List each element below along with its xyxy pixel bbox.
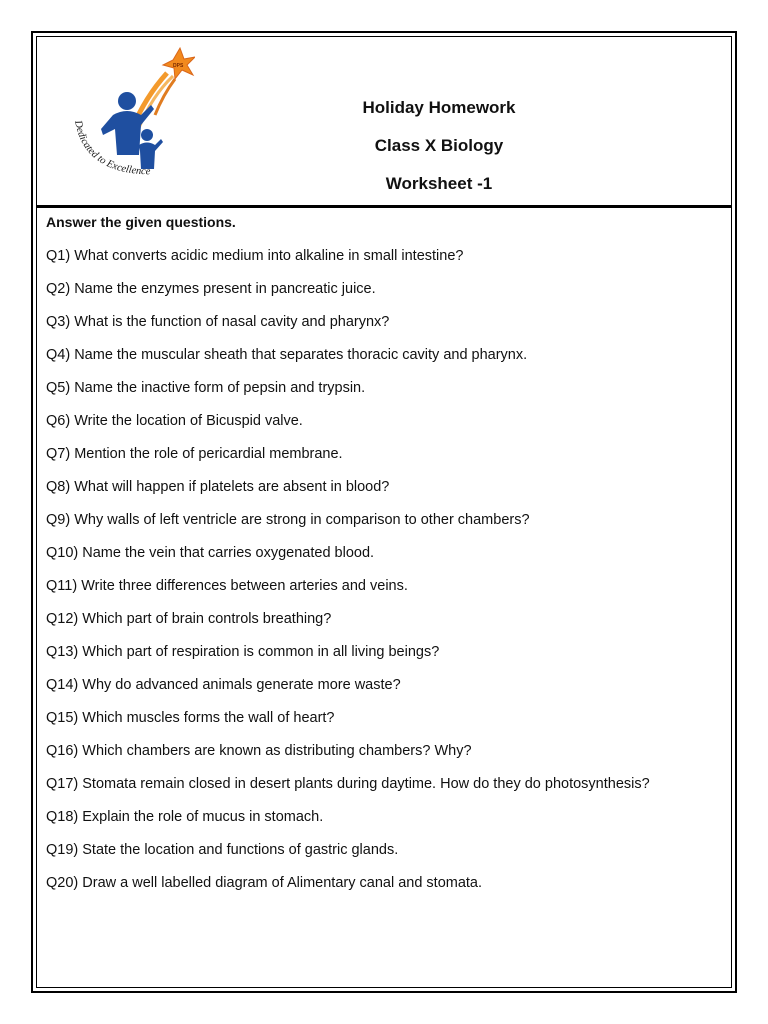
question-16: Q16) Which chambers are known as distributing chambers? Why? <box>46 743 472 759</box>
question-20: Q20) Draw a well labelled diagram of Alimentary canal and stomata. <box>46 875 483 891</box>
logo-graphic <box>55 43 195 203</box>
page-inner-border <box>36 36 732 988</box>
question-12: Q12) Which part of brain controls breathing? <box>46 611 332 627</box>
logo-motto: Dedicated to Excellence <box>72 119 151 178</box>
instruction-text: Answer the given questions. <box>46 214 236 230</box>
page-border <box>31 31 737 993</box>
question-13: Q13) Which part of respiration is common in all living beings? <box>46 644 440 660</box>
title-class: Class X Biology <box>374 136 504 155</box>
question-8: Q8) What will happen if platelets are absent in blood? <box>46 479 390 495</box>
question-6: Q6) Write the location of Bicuspid valve. <box>46 413 303 429</box>
question-1: Q1) What converts acidic medium into alkaline in small intestine? <box>46 248 464 264</box>
question-11: Q11) Write three differences between arteries and veins. <box>46 578 408 594</box>
question-5: Q5) Name the inactive form of pepsin and trypsin. <box>46 380 366 396</box>
title-holiday-homework: Holiday Homework <box>362 98 516 117</box>
question-14: Q14) Why do advanced animals generate more waste? <box>46 677 401 693</box>
worksheet-body <box>46 207 725 907</box>
logo-figure-body-small <box>139 139 163 169</box>
question-18: Q18) Explain the role of mucus in stomach. <box>46 809 324 825</box>
logo-figure-head-small <box>141 129 153 141</box>
school-logo <box>55 43 195 203</box>
question-9: Q9) Why walls of left ventricle are strong in comparison to other chambers? <box>46 512 530 528</box>
question-15: Q15) Which muscles forms the wall of heart? <box>46 710 335 726</box>
question-4: Q4) Name the muscular sheath that separates thoracic cavity and pharynx. <box>46 347 528 363</box>
question-17: Q17) Stomata remain closed in desert plants during daytime. How do they do photosynthesis? <box>46 776 650 792</box>
logo-star-text: DPS <box>173 63 184 69</box>
worksheet-header <box>37 37 731 208</box>
title-worksheet: Worksheet -1 <box>385 174 493 193</box>
question-2: Q2) Name the enzymes present in pancreatic juice. <box>46 281 376 297</box>
question-list <box>46 247 725 907</box>
question-10: Q10) Name the vein that carries oxygenated blood. <box>46 545 375 561</box>
question-3: Q3) What is the function of nasal cavity and pharynx? <box>46 314 390 330</box>
question-19: Q19) State the location and functions of gastric glands. <box>46 842 399 858</box>
question-7: Q7) Mention the role of pericardial membrane. <box>46 446 343 462</box>
title-block <box>237 89 641 203</box>
logo-figure-head-large <box>118 92 136 110</box>
